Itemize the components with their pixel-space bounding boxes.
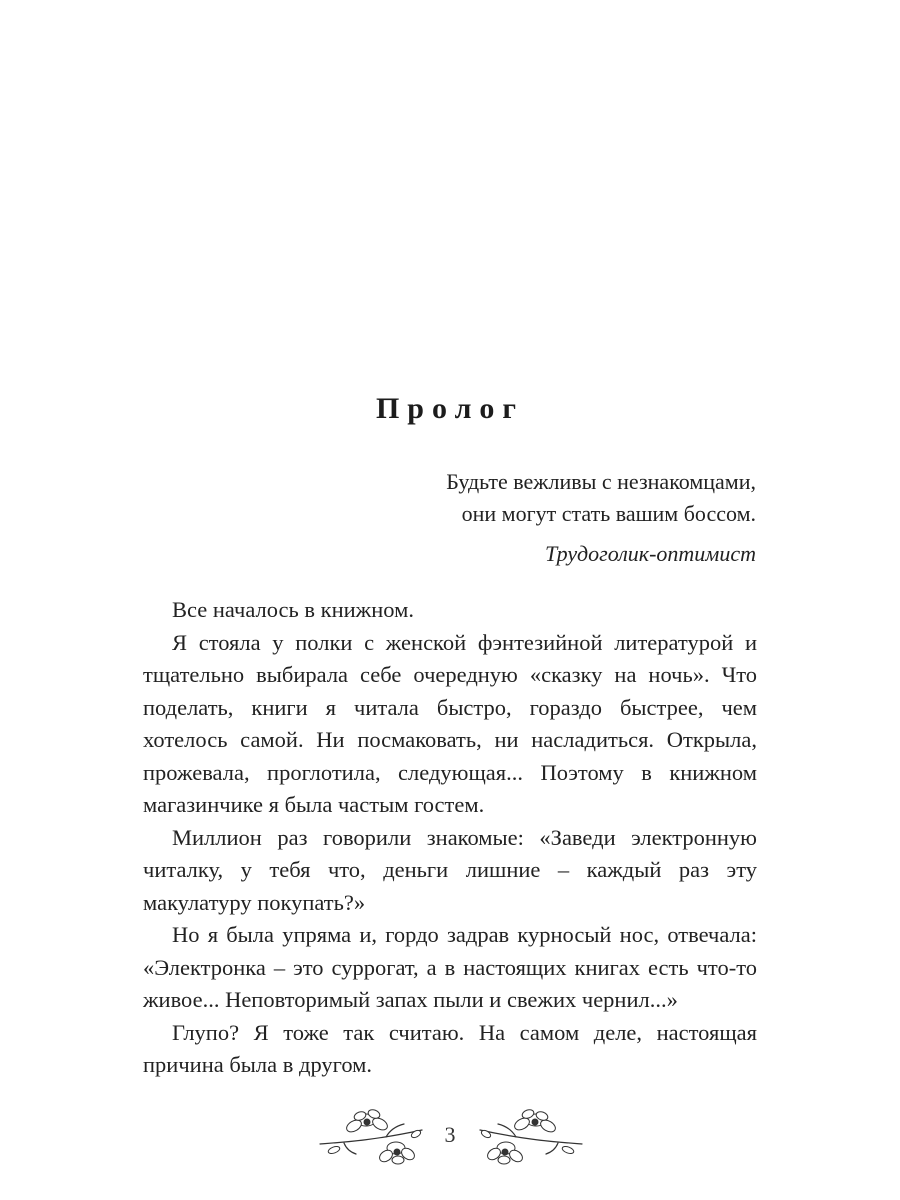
paragraph: Я стояла у полки с женской фэнтезийной литературой и тщательно выбирала себе очередную «сказку на ночь». Что поделать, книги я читала быстро, гораздо быстрее, чем хотелось самой. Ни посмаковать, ни насладиться. Открыла, прожевала, проглотила, следующая... Поэтому в книжном магазинчике я была частым гостем.: [143, 629, 757, 817]
epigraph: [196, 466, 756, 570]
chapter-title: Пролог: [375, 392, 525, 425]
epigraph-author: Трудоголик-оптимист: [544, 541, 756, 566]
floral-ornament-right-icon: [476, 1104, 586, 1168]
epigraph-line: они могут стать вашим боссом.: [461, 501, 756, 526]
paragraph: Все началось в книжном.: [172, 597, 414, 622]
body-text: [143, 594, 757, 1082]
epigraph-line: Будьте вежливы с незнакомцами,: [446, 469, 756, 494]
page-footer: [0, 1104, 900, 1168]
paragraph: Но я была упряма и, гордо задрав курносый нос, отвечала: «Электронка – это суррогат, а в настоящих книгах есть что-то живое... Неповторимый запах пыли и свежих чернил...»: [143, 922, 757, 1012]
floral-ornament-left-icon: [316, 1104, 426, 1168]
paragraph: Глупо? Я тоже так считаю. На самом деле, настоящая причина была в другом.: [143, 1019, 757, 1077]
paragraph: Миллион раз говорили знакомые: «Заведи электронную читалку, у тебя что, деньги лишние – каждый раз эту макулатуру покупать?»: [143, 824, 757, 915]
page-number: 3: [444, 1122, 456, 1147]
